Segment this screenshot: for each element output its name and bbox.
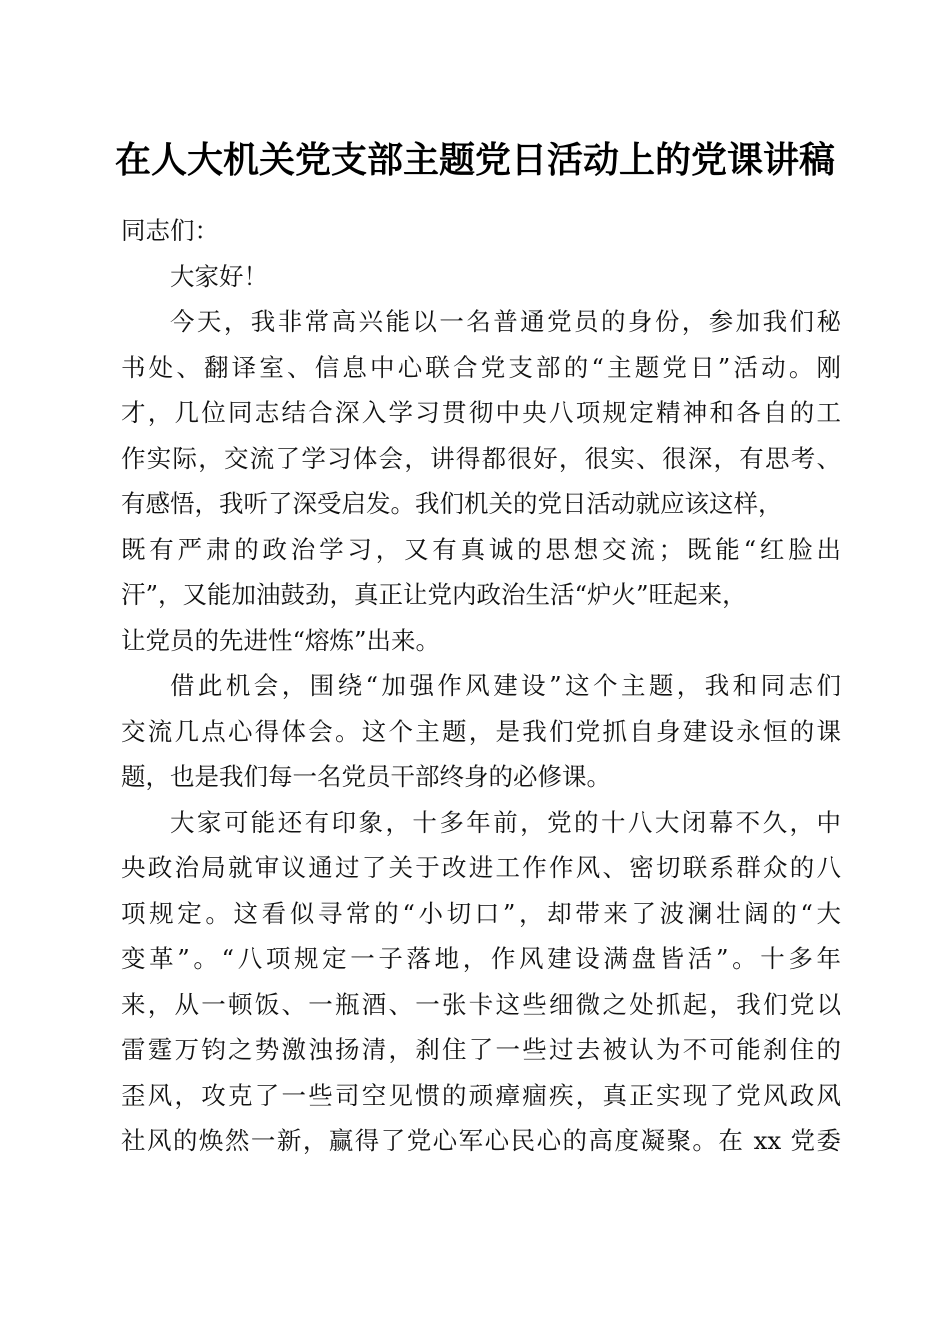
body-line: 既有严肃的政治学习，又有真诚的思想交流；既能“红脸出 [121, 534, 841, 564]
body-line: 社风的焕然一新，赢得了党心军心民心的高度凝聚。在 xx 党委 [121, 1126, 841, 1155]
body-line: 大家好！ [170, 261, 268, 291]
body-line: 变革”。“八项规定一子落地，作风建设满盘皆活”。十多年 [121, 944, 841, 973]
body-line: 汗”，又能加油鼓劲，真正让党内政治生活“炉火”旺起来， [121, 580, 747, 609]
body-line: 才，几位同志结合深入学习贯彻中央八项规定精神和各自的工 [121, 398, 841, 427]
body-line: 书处、翻译室、信息中心联合党支部的“主题党日”活动。刚 [121, 352, 841, 382]
body-line: 央政治局就审议通过了关于改进工作作风、密切联系群众的八 [121, 853, 841, 882]
document-title: 在人大机关党支部主题党日活动上的党课讲稿 [114, 139, 835, 181]
body-line: 大家可能还有印象，十多年前，党的十八大闭幕不久，中 [170, 807, 841, 837]
body-line: 借此机会，围绕“加强作风建设”这个主题，我和同志们 [170, 671, 841, 700]
body-line: 项规定。这看似寻常的“小切口”，却带来了波澜壮阔的“大 [121, 898, 841, 928]
document-body [121, 208, 841, 1164]
body-line: 雷霆万钧之势激浊扬清，刹住了一些过去被认为不可能刹住的 [121, 1035, 841, 1064]
body-line: 作实际，交流了学习体会，讲得都很好，很实、很深，有思考、 [121, 443, 841, 473]
body-line: 让党员的先进性“熔炼”出来。 [121, 625, 441, 655]
body-line: 同志们： [121, 216, 219, 245]
body-line: 交流几点心得体会。这个主题，是我们党抓自身建设永恒的课 [121, 716, 841, 746]
body-line: 有感悟，我听了深受启发。我们机关的党日活动就应该这样， [121, 489, 783, 518]
body-line: 题，也是我们每一名党员干部终身的必修课。 [121, 762, 611, 791]
body-line: 今天，我非常高兴能以一名普通党员的身份，参加我们秘 [170, 307, 841, 336]
body-line: 来，从一顿饭、一瓶酒、一张卡这些细微之处抓起，我们党以 [121, 989, 841, 1019]
body-line: 歪风，攻克了一些司空见惯的顽瘴痼疾，真正实现了党风政风 [121, 1080, 841, 1110]
